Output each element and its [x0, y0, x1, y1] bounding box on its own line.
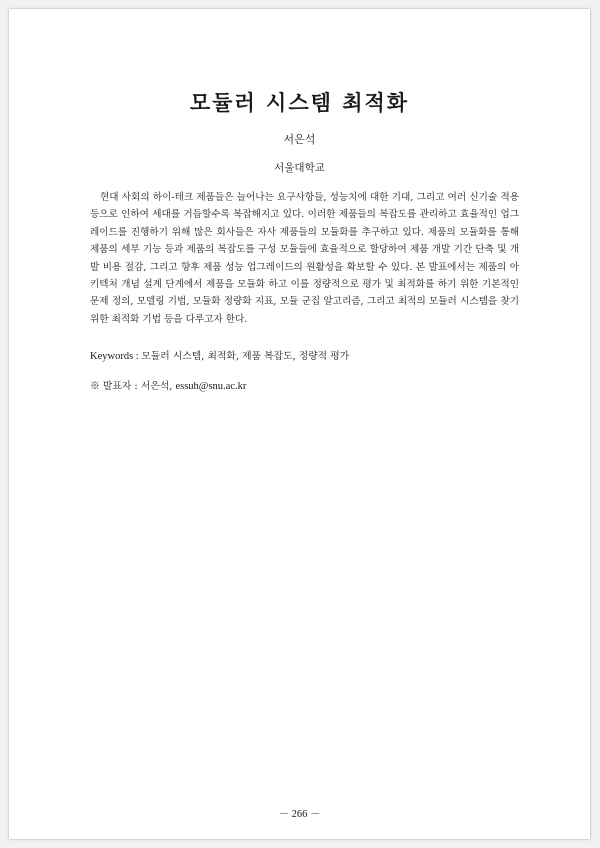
presenter-info: ※ 발표자 : 서은석,	[90, 381, 176, 392]
paper-title: 모듈러 시스템 최적화	[189, 90, 410, 115]
keywords-line	[90, 348, 349, 362]
presenter-email: essuh@snu.ac.kr	[175, 381, 247, 392]
page-number: － 266 －	[278, 809, 321, 820]
author-affiliation: 서울대학교	[274, 162, 325, 174]
author-name: 서은석	[283, 133, 316, 146]
keywords-list: 모듈러 시스템, 최적화, 제품 복잡도, 정량적 평가	[141, 351, 350, 362]
keywords-label: Keywords :	[90, 351, 142, 362]
paper-page	[9, 9, 590, 839]
presenter-line	[90, 378, 246, 392]
abstract-paragraph: 현대 사회의 하이-테크 제품들은 늘어나는 요구사항들, 성능치에 대한 기대, 그리고 여러 신기술 적용 등으로 인하여 세대를 거듭할수록 복잡해지고 있다. 이러한 제품들의 복잡도를 관리하고 효율적인 업그레이드를 진행하기 위해 많은 회사들은 자사 제품들의 모듈화를 추구하고 있다. 제품의 모듈화를 통해 제품의 세부 기능 등과 제품의 복잡도를 구성 모듈들에 효율적으로 할당하여 제품 개발 기간 단축 및 개발 비용 절감, 그리고 향후 제품 성능 업그레이드의 원활성을 확보할 수 있다. 본 발표에서는 제품의 아키텍처 개념 설계 단계에서 제품을 모듈화 하고 이를 정량적으로 평가 및 최적화를 하기 위한 기본적인 문제 정의, 모델링 기법, 모듈화 정량화 지표, 모듈 군집 알고리즘, 그리고 최적의 모듈러 시스템을 찾기 위한 최적화 기법 등을 다루고자 한다.	[90, 192, 519, 325]
